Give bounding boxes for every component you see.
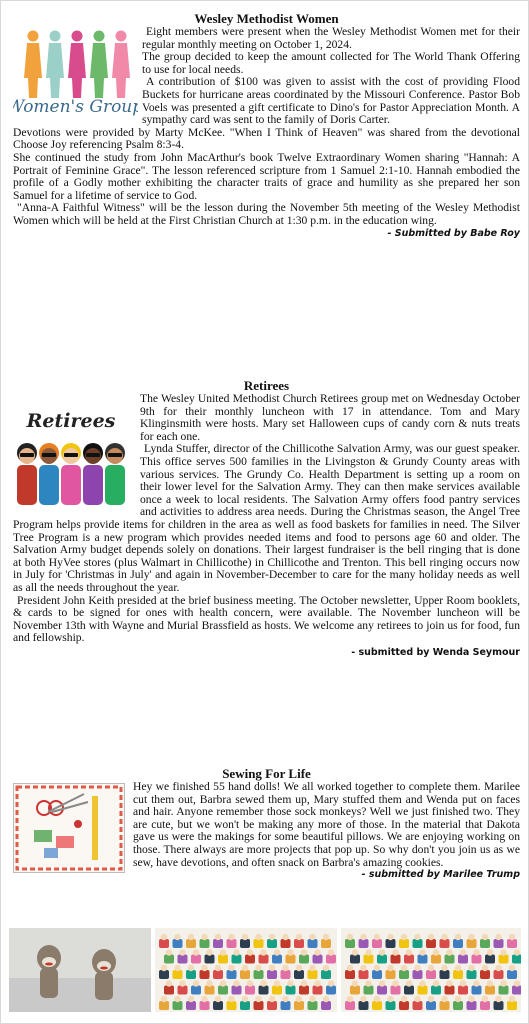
women-paragraph: The group decided to keep the amount collected for The World Thank Offering to use for local needs. [142, 50, 520, 76]
sewing-title: Sewing For Life [222, 766, 311, 781]
svg-text:Women's Group: Women's Group [13, 97, 138, 117]
sewing-section [13, 766, 520, 882]
women-paragraph: "Anna-A Faithful Witness" will be the lesson during the November 5th meeting of the Wesley Methodist Women which will be held at the First Christian Church at 1:30 p.m. in the education wing. [13, 201, 520, 227]
sewing-clipart [13, 783, 125, 873]
photo-strip [9, 928, 521, 1012]
retirees-logo [13, 393, 135, 509]
sewing-signature: - submitted by Marilee Trump [361, 869, 520, 881]
sewing-supplies-icon [14, 784, 124, 872]
women-paragraph: She continued the study from John MacArthur's book Twelve Extraordinary Women sharing "Hannah: A Portrait of Feminine Grace". The lesson referenced scripture from 1 Samuel 2:1-10. Hannah embodied the profile of a Godly mother exhibiting the character traits of grace and humility as she prepared her son Samuel for a lifetime of service to God. [13, 150, 520, 202]
sewing-body [13, 781, 520, 882]
sock-monkeys-photo [9, 928, 151, 1012]
hand-dolls-photo-2 [341, 928, 521, 1012]
sewing-paragraph: Hey we finished 55 hand dolls! We all worked together to complete them. Marilee cut them out, Barbra sewed them up, Mary stuffed them and Wenda put on faces and hair. Anyone remember those sock monkeys? Well we just finished two. They are cute, but we won't be making any more of those. In the material that Dakota gave us were the makings for some beautiful pillows. We are enjoying working on those. There always are more projects that pop up. So why don't you join us as we sew, have devotions, and often snack on Barbra's amazing cookies. [133, 780, 520, 869]
women-signature: - Submitted by Babe Roy [387, 227, 520, 239]
svg-text:Retirees: Retirees [26, 410, 116, 432]
retirees-section [13, 378, 520, 659]
womens-group-logo [13, 26, 138, 121]
retirees-title: Retirees [243, 378, 290, 393]
women-title: Wesley Methodist Women [194, 11, 339, 26]
retirees-paragraph: The Wesley United Methodist Church Retirees group met on Wednesday October 9th for their monthly luncheon with 17 in attendance. Tom and Mary Klinginsmith were hosts. Mary set Halloween cups of candy corn & nuts treats for each one. [140, 392, 520, 443]
women-paragraph: Devotions were provided by Marty McKee. "When I Think of Heaven" was shared from the devotional Choose Joy referencing Psalm 8:3-4. [13, 125, 520, 152]
women-figures-icon [13, 26, 138, 121]
retirees-people-icon [13, 393, 135, 509]
women-paragraph: Eight members were present when the Wesley Methodist Women met for their regular monthly meeting on October 1, 2024. [142, 25, 520, 51]
hand-dolls-photo-1 [155, 928, 337, 1012]
retirees-paragraph: Lynda Stuffer, director of the Chillicothe Salvation Army, was our guest speaker. This office serves 500 families in the Livingston & Grundy County areas with various services. The Grundy Co. Health Department is setting up a room on their lower level for the Salvation Army. They can then make services available once a week to local residents. The Salvation Army offers food pantry services and activities to address area needs. During the Christmas season, the Angel Tree Program helps provide items for children in the area as well as food baskets for families in need. The Silver Tree Program is a new program which provides needed items and food to persons age 60 and older. The Salvation Army budget depends solely on donations. Their largest fundraiser is the bell ringing that is done at both HyVee stores (plus Walmart in Chillicothe) in Chillicothe and Trenton. This bell ringing occurs now in July for 'Christmas in July' and again in November-December to care for the many holiday needs as well as all the needs throughout the year. [13, 442, 520, 594]
women-body [13, 26, 520, 240]
women-paragraph: A contribution of $100 was given to assist with the cost of providing Flood Buckets for hurricane areas coordinated by the Missouri Conference. Pastor Bob Voels was presented a gift certificate to Dino's for Pastor Appreciation Month. A sympathy card was sent to the family of Doris Carter. [142, 75, 520, 127]
retirees-signature: - submitted by Wenda Seymour [351, 646, 520, 658]
retirees-body [13, 393, 520, 659]
retirees-paragraph: President John Keith presided at the brief business meeting. The October newsletter, Upper Room booklets, & cards to be signed for ones with health concern, were available. The November luncheon will be November 13th with Wayne and Murial Brassfield as hosts. We welcome any retirees to join us for food, fun and fellowship. [13, 593, 520, 645]
women-section [13, 11, 520, 240]
